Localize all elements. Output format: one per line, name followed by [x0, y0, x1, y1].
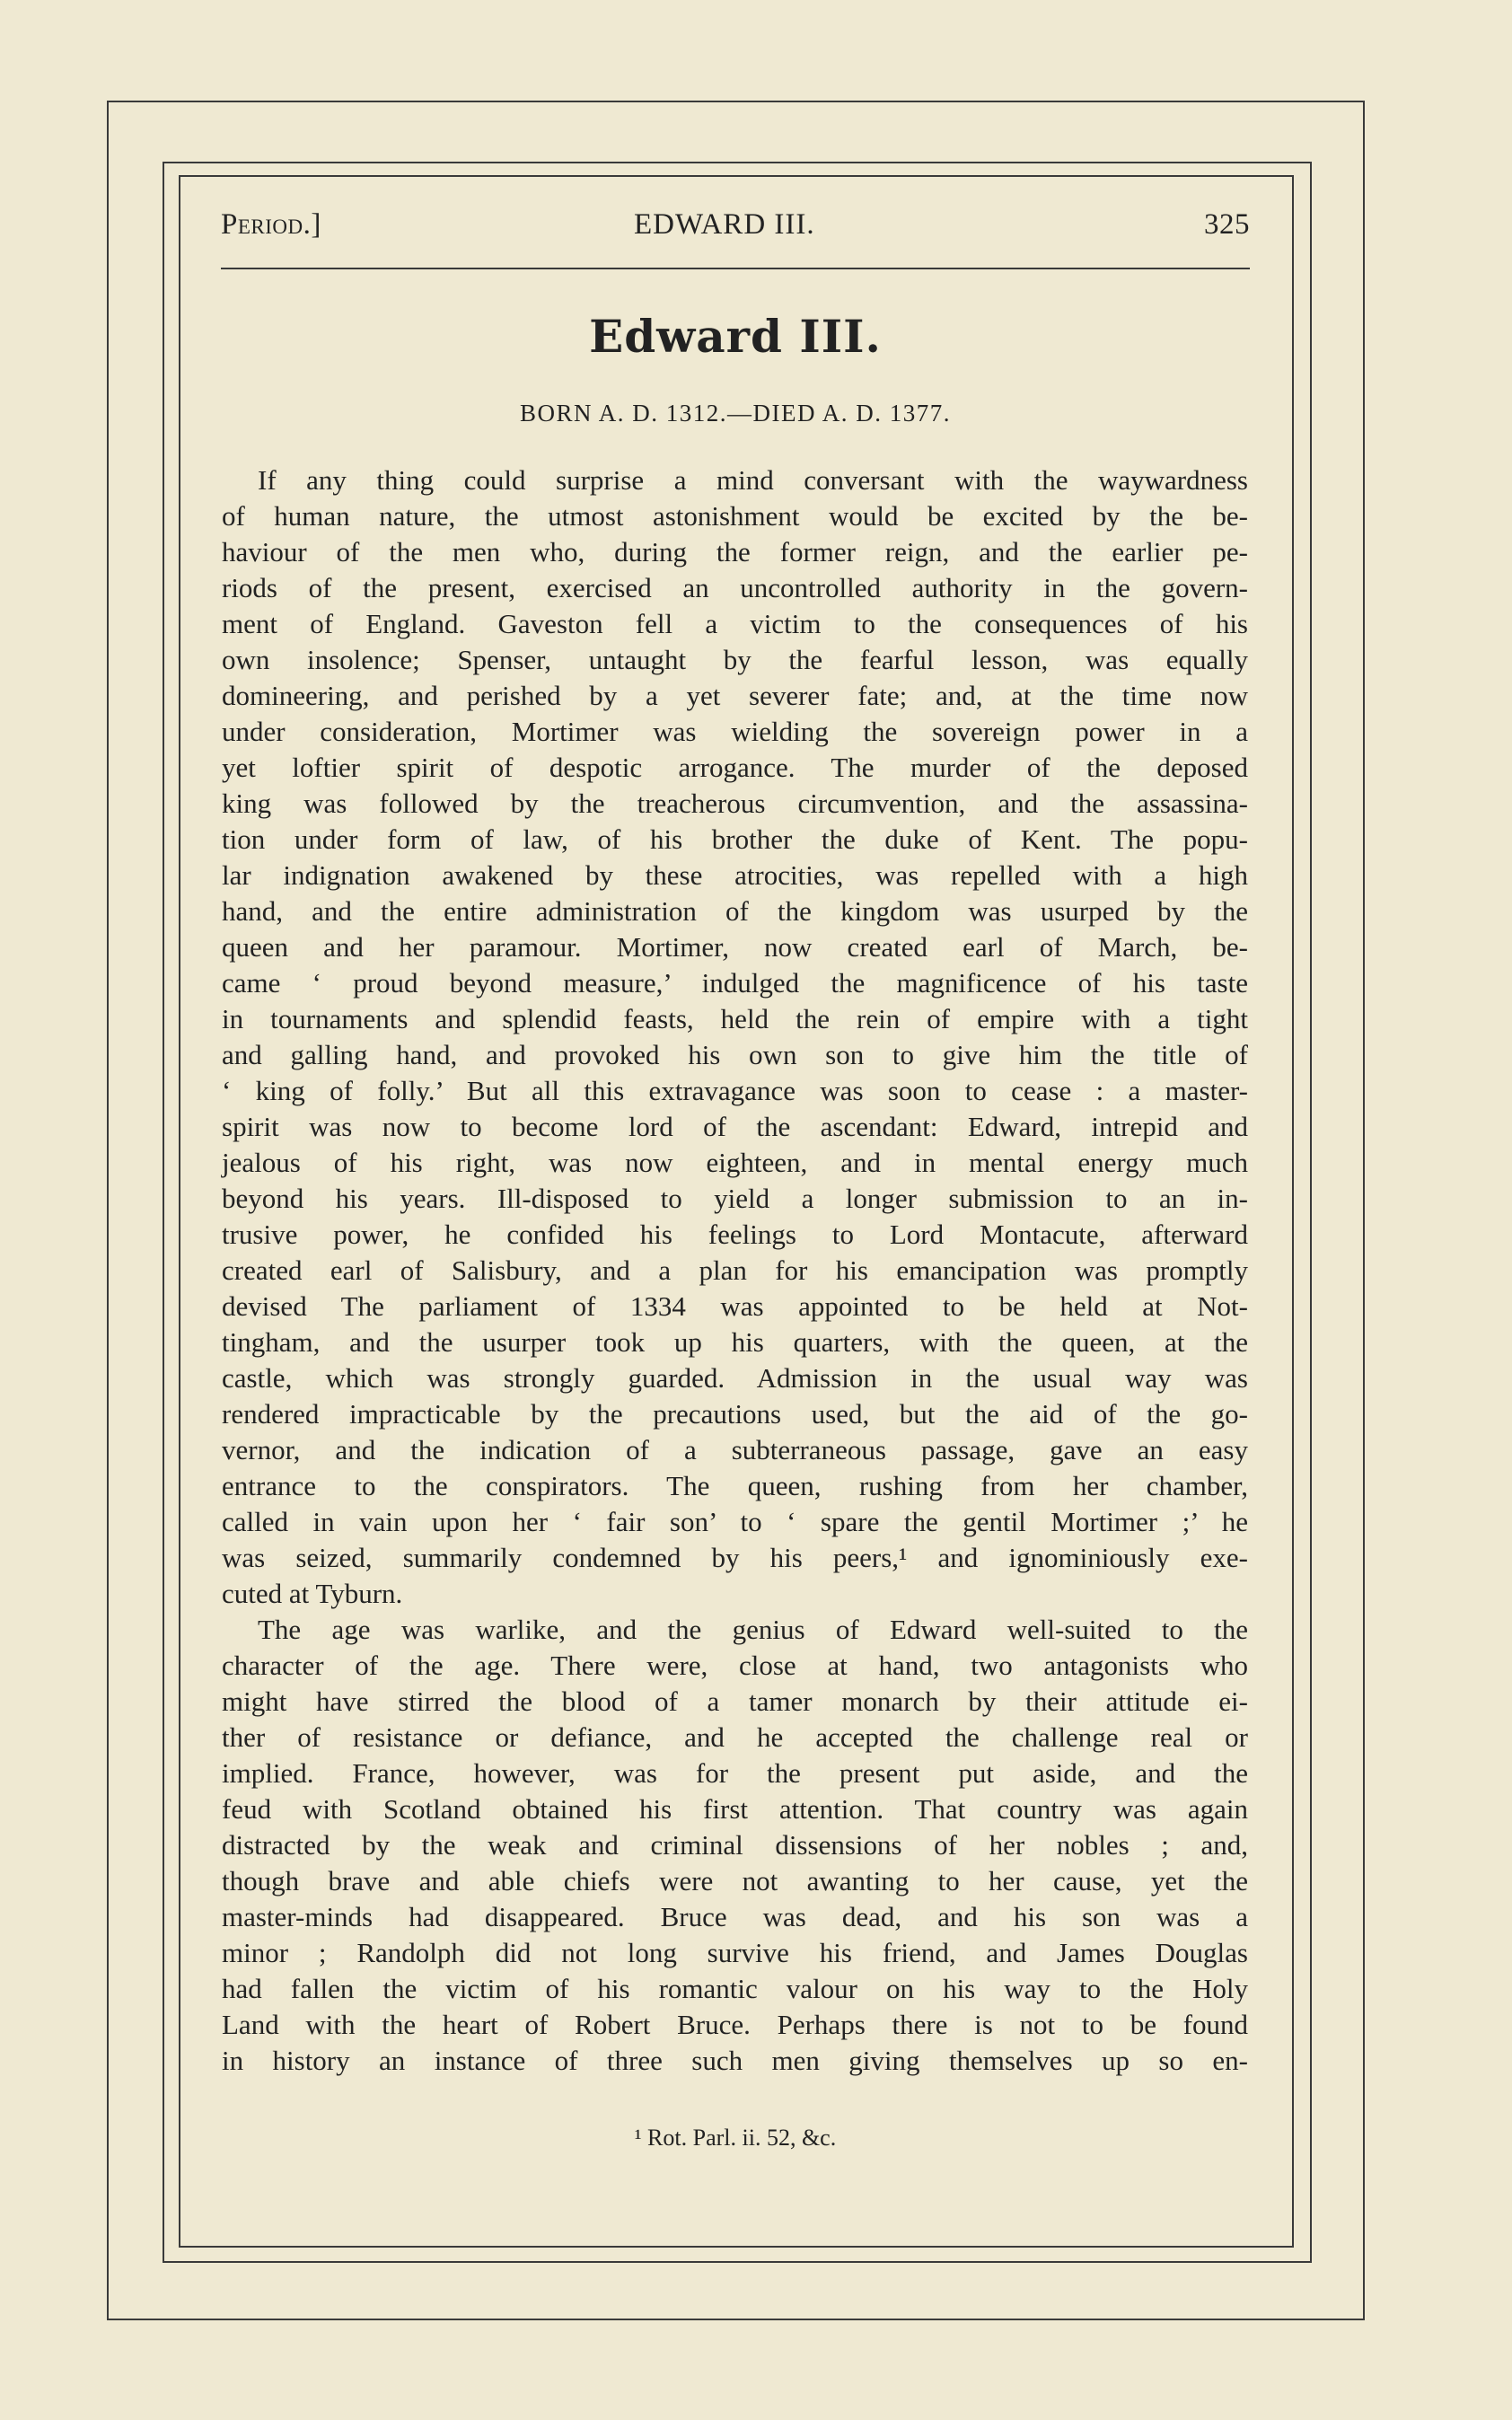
body-line: minor ; Randolph did not long survive his friend, and James Douglas — [222, 1937, 1248, 1968]
body-line: ‘ king of folly.’ But all this extravagance was soon to cease : a master- — [222, 1075, 1248, 1106]
body-line: tion under form of law, of his brother the duke of Kent. The popu- — [222, 823, 1248, 855]
body-line: Land with the heart of Robert Bruce. Perhaps there is not to be found — [222, 2009, 1248, 2040]
body-line: under consideration, Mortimer was wielding the sovereign power in a — [222, 716, 1248, 747]
body-line: character of the age. There were, close at hand, two antagonists who — [222, 1650, 1248, 1681]
body-line: riods of the present, exercised an uncontrolled authority in the govern- — [222, 572, 1248, 603]
footnote: ¹ Rot. Parl. ii. 52, &c. — [634, 2125, 837, 2151]
body-line: hand, and the entire administration of the kingdom was usurped by the — [222, 895, 1248, 927]
body-line: created earl of Salisbury, and a plan for his emancipation was promptly — [222, 1254, 1248, 1286]
body-line: trusive power, he confided his feelings to Lord Montacute, afterward — [222, 1219, 1248, 1250]
body-text — [222, 462, 1248, 2079]
body-line: of human nature, the utmost astonishment would be excited by the be- — [222, 500, 1248, 532]
body-line: If any thing could surprise a mind conversant with the waywardness — [258, 464, 1248, 496]
running-head-section: Period.] — [221, 208, 321, 241]
body-line: implied. France, however, was for the present put aside, and the — [222, 1757, 1248, 1789]
body-line: and galling hand, and provoked his own son to give him the title of — [222, 1039, 1248, 1070]
body-line: ther of resistance or defiance, and he accepted the challenge real or — [222, 1721, 1248, 1753]
body-line: had fallen the victim of his romantic valour on his way to the Holy — [222, 1973, 1248, 2004]
body-line: castle, which was strongly guarded. Admission in the usual way was — [222, 1362, 1248, 1394]
body-line: king was followed by the treacherous circumvention, and the assassina- — [222, 788, 1248, 819]
body-line: ment of England. Gaveston fell a victim to the consequences of his — [222, 608, 1248, 639]
body-line: queen and her paramour. Mortimer, now created earl of March, be- — [222, 931, 1248, 963]
body-line: haviour of the men who, during the former reign, and the earlier pe- — [222, 536, 1248, 568]
running-head-title: EDWARD III. — [634, 208, 815, 241]
chapter-title: Edward III. — [589, 310, 882, 363]
header-rule — [221, 268, 1250, 269]
body-line: came ‘ proud beyond measure,’ indulged the magnificence of his taste — [222, 967, 1248, 999]
body-line: vernor, and the indication of a subterraneous passage, gave an easy — [222, 1434, 1248, 1465]
body-line: though brave and able chiefs were not awanting to her cause, yet the — [222, 1865, 1248, 1896]
body-line: master-minds had disappeared. Bruce was dead, and his son was a — [222, 1901, 1248, 1932]
body-line: devised The parliament of 1334 was appointed to be held at Not- — [222, 1290, 1248, 1322]
body-line: distracted by the weak and criminal dissensions of her nobles ; and, — [222, 1829, 1248, 1861]
body-line: domineering, and perished by a yet severer fate; and, at the time now — [222, 680, 1248, 711]
life-dates: BORN A. D. 1312.—DIED A. D. 1377. — [519, 400, 951, 427]
body-line: jealous of his right, was now eighteen, and in mental energy much — [222, 1147, 1248, 1178]
body-line: in tournaments and splendid feasts, held the rein of empire with a tight — [222, 1003, 1248, 1034]
body-line: beyond his years. Ill-disposed to yield a longer submission to an in- — [222, 1183, 1248, 1214]
body-line: cuted at Tyburn. — [222, 1578, 403, 1609]
body-line: called in vain upon her ‘ fair son’ to ‘ spare the gentil Mortimer ;’ he — [222, 1506, 1248, 1537]
body-line: lar indignation awakened by these atrocities, was repelled with a high — [222, 859, 1248, 891]
running-head — [221, 208, 1250, 244]
body-line: yet loftier spirit of despotic arrogance. The murder of the deposed — [222, 752, 1248, 783]
body-line: The age was warlike, and the genius of Edward well-suited to the — [258, 1614, 1248, 1645]
body-line: own insolence; Spenser, untaught by the fearful lesson, was equally — [222, 644, 1248, 675]
body-line: might have stirred the blood of a tamer monarch by their attitude ei- — [222, 1685, 1248, 1717]
body-line: rendered impracticable by the precautions used, but the aid of the go- — [222, 1398, 1248, 1430]
body-line: was seized, summarily condemned by his peers,¹ and ignominiously exe- — [222, 1542, 1248, 1573]
body-line: entrance to the conspirators. The queen, rushing from her chamber, — [222, 1470, 1248, 1501]
page-number: 325 — [1204, 208, 1250, 241]
body-line: tingham, and the usurper took up his quarters, with the queen, at the — [222, 1326, 1248, 1358]
body-line: in history an instance of three such men giving themselves up so en- — [222, 2045, 1248, 2076]
body-line: spirit was now to become lord of the ascendant: Edward, intrepid and — [222, 1111, 1248, 1142]
body-line: feud with Scotland obtained his first attention. That country was again — [222, 1793, 1248, 1825]
